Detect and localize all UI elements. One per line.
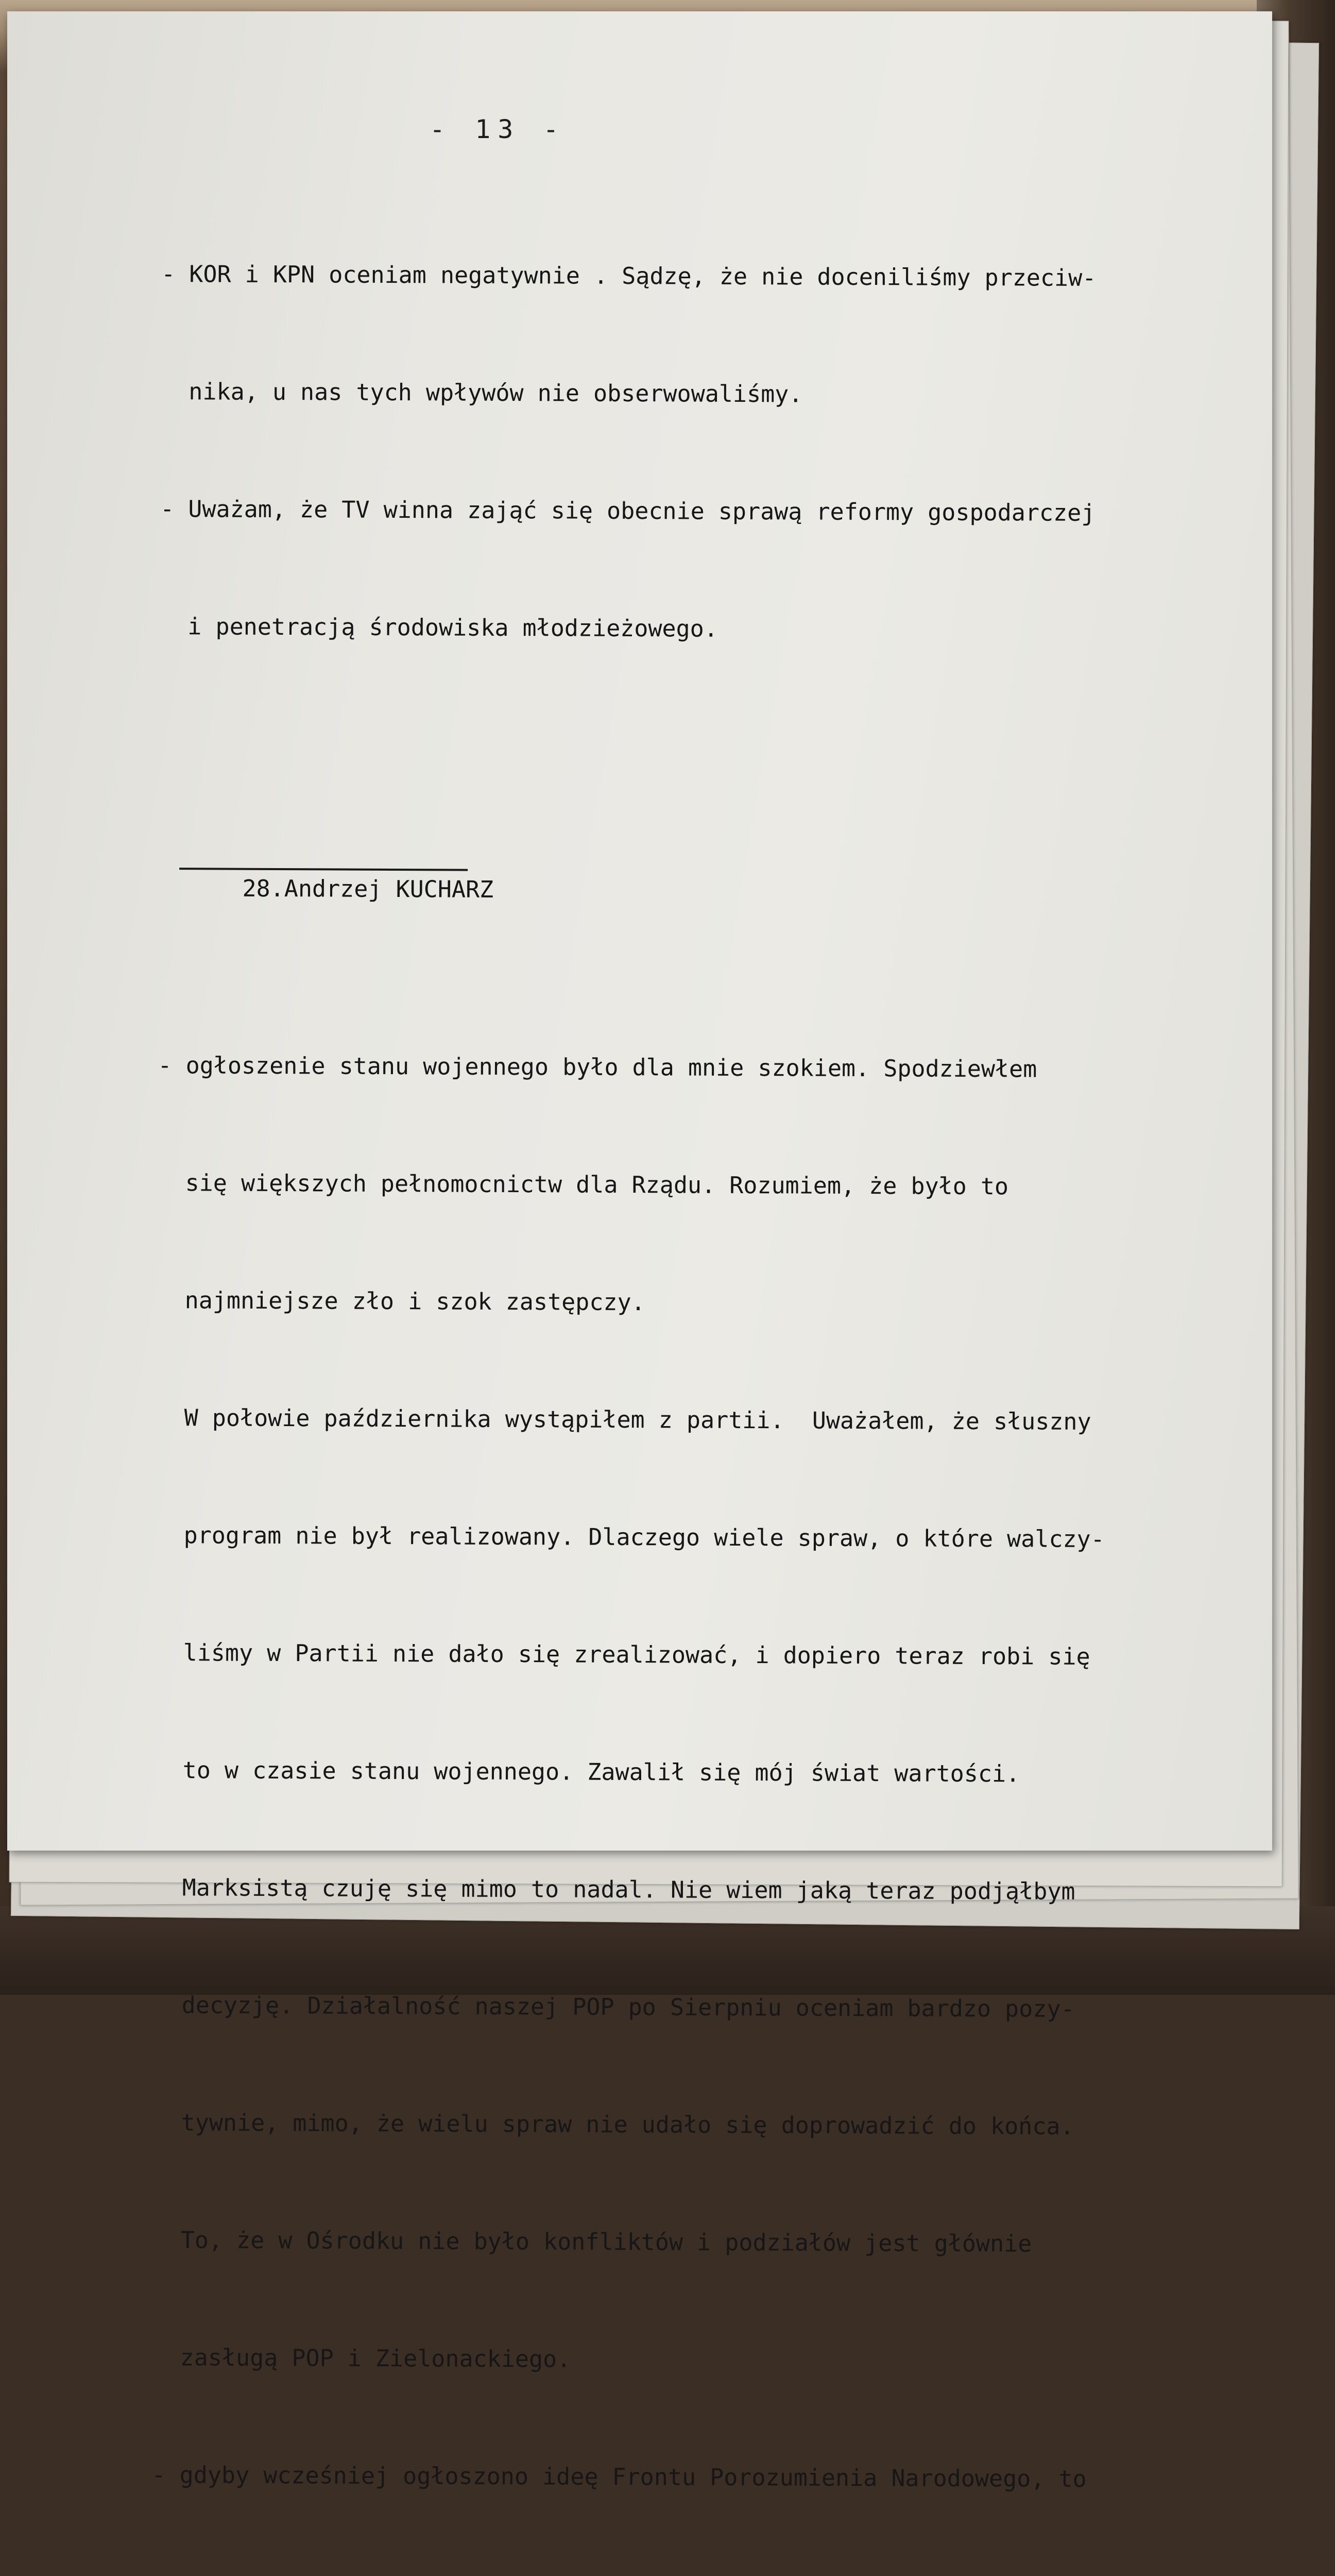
heading-underline (179, 868, 468, 871)
section-heading-text: 28.Andrzej KUCHARZ (242, 874, 494, 903)
text-line: najmniejsze zło i szok zastępczy. (157, 1286, 645, 1316)
text-line: nika, u nas tych wpływów nie obserwowaliśmy. (161, 377, 803, 408)
text-line: tywnie, mimo, że wielu spraw nie udało się doprowadzić do końca. (153, 2108, 1074, 2140)
text-line: decyzję. Działalność naszej POP po Sierpniu oceniam bardzo pozy- (153, 1991, 1075, 2023)
text-line: i penetracją środowiska młodzieżowego. (160, 612, 718, 642)
typed-page (7, 11, 1272, 2493)
text-line: zasługą POP i Zielonackiego. (152, 2343, 571, 2373)
text-line: - Uważam, że TV winna zająć się obecnie sprawą reformy gospodarczej (160, 495, 1096, 527)
page-number: - 13 - (430, 114, 566, 144)
text-line: - KOR i KPN oceniam negatywnie . Sądzę, że nie doceniliśmy przeciw- (161, 260, 1097, 292)
text-line: W połowie października wystąpiłem z partii. Uważałem, że słuszny (156, 1403, 1091, 1435)
text-line: - gdyby wcześniej ogłoszono ideę Frontu Porozumienia Narodowego, to (151, 2461, 1087, 2493)
text-line: Marksistą czuję się mimo to nadal. Nie wiem jaką teraz podjąłbym (154, 1873, 1075, 1905)
text-line: To, że w Ośrodku nie było konfliktów i podziałów jest głównie (152, 2226, 1032, 2258)
section-heading (159, 829, 1230, 903)
text-line: to w czasie stanu wojennego. Zawalił się mój świat wartości. (155, 1756, 1020, 1788)
text-line (151, 2573, 1222, 2576)
text-line: się większych pełnomocnictw dla Rządu. Rozumiem, że było to (157, 1168, 1009, 1200)
text-line: - ogłoszenie stanu wojennego było dla mnie szokiem. Spodziewłem (158, 1051, 1037, 1083)
text-line: program nie był realizowany. Dlaczego wiele spraw, o które walczy- (156, 1521, 1105, 1553)
text-line: liśmy w Partii nie dało się zrealizować, i dopiero teraz robi się (155, 1638, 1090, 1670)
page-content (139, 176, 1233, 2576)
